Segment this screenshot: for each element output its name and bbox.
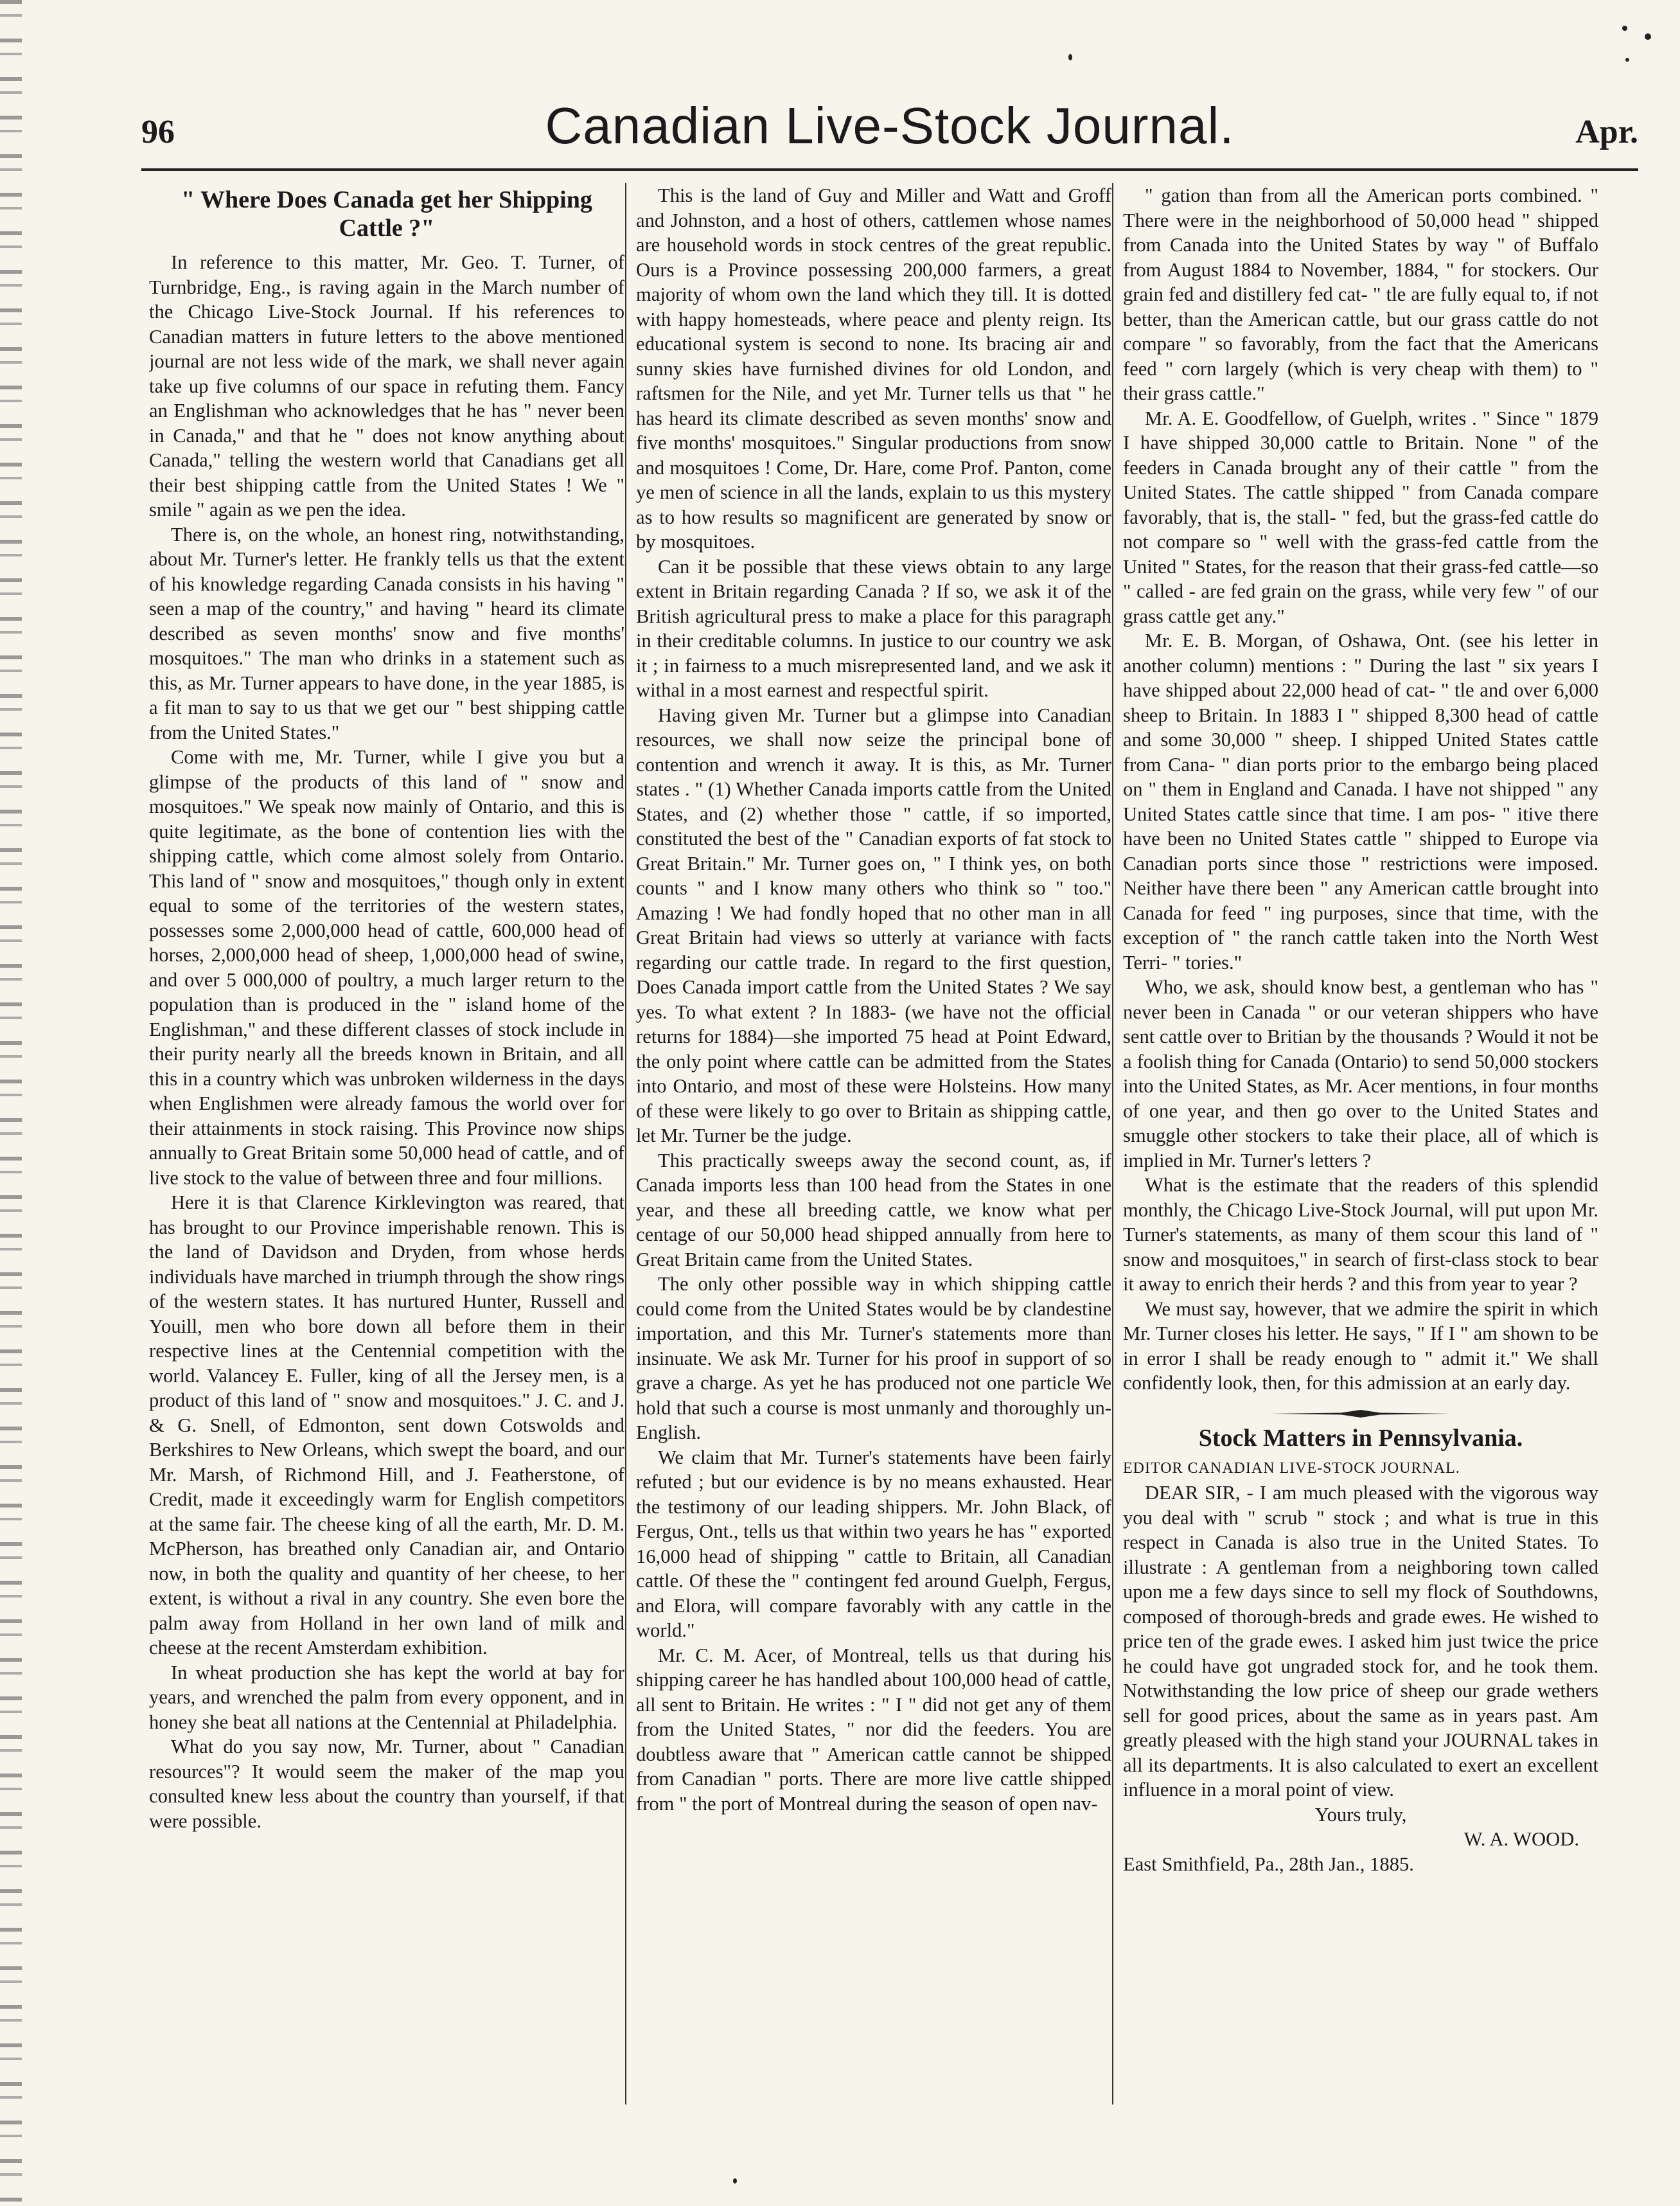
closing: Yours truly, <box>1314 1803 1407 1826</box>
paragraph: Mr. A. E. Goodfellow, of Guelph, writes . " Since " 1879 I have shipped 30,000 cattle to Britain. None " of the feeders in Canada brought any of their cattle " from the United States. The cattle shipped " from Canada compare favorably, that is, the stall- " fed, but the grass-fed cattle do not compare so " well with the grass-fed cattle from the United " States, for the reason that their grass-fed cattle—so " called - are fed grain on the grass, while very few " of our grass cattle get any." <box>1123 407 1598 627</box>
paragraph: In wheat production she has kept the world at bay for years, and wrenched the palm from every opponent, and in honey she beat all nations at the Centennial at Philadelphia. <box>149 1661 624 1733</box>
paragraph: Who, we ask, should know best, a gentleman who has " never been in Canada " or our veteran shippers who have sent cattle over to Britian by the thousands ? Would it not be a foolish thing for Canada (Ontario) to send 50,000 stockers into the United States, as Mr. Acer mentions, in four months of one year, and then go over to the United States and smuggle other stockers to take their place, all of which is implied in Mr. Turner's letters ? <box>1123 976 1598 1171</box>
paragraph: The only other possible way in which shipping cattle could come from the United States would be by clandestine importation, and this Mr. Turner's statements more than insinuate. We ask Mr. Turner for his proof in support of so grave a charge. As yet he has produced not one particle We hold that such a course is most unmanly and thoroughly un-English. <box>636 1273 1111 1443</box>
paragraph: " gation than from all the American ports combined. " There were in the neighborhood of 50,000 head " shipped from Canada into the United States by way " of Buffalo from August 1884 to November, 1884, " for stockers. Our grain fed and distillery fed cat- " tle are fully equal to, if not better, than the American cattle, but our grass cattle do not compare " so favorably, from the fact that the Americans feed " corn largely (which is very cheap with them) to " their grass cattle." <box>1123 184 1598 404</box>
page-header <box>141 96 1638 161</box>
paragraph: In reference to this matter, Mr. Geo. T. Turner, of Turnbridge, Eng., is raving again in the March number of the Chicago Live-Stock Journal. If his references to Canadian matters in future letters to the above mentioned journal are not less wide of the mark, we shall never again take up five columns of our space in refuting them. Fancy an Englishman who acknowledges that he has " never been in Canada," and that he " does not know anything about Canada," telling the western world that Canadians get all their best shipping cattle from the United States ! We " smile " again as we pen the idea. <box>149 251 624 520</box>
paragraph: Mr. C. M. Acer, of Montreal, tells us that during his shipping career he has handled about 100,000 head of cattle, all sent to Britain. He writes : " I " did not get any of them from the United States, " nor did the feeders. You are doubtless aware that " American cattle cannot be shipped from Canadian " ports. There are more live cattle shipped from " the port of Montreal during the season of open nav- <box>636 1644 1111 1815</box>
paragraph: What do you say now, Mr. Turner, about " Canadian resources"? It would seem the maker of the map you consulted knew less about the country than yourself, if that were possible. <box>149 1736 624 1832</box>
paragraph: DEAR SIR, - I am much pleased with the vigorous way you deal with " scrub " stock ; and what is true in this respect in Canada is also true in the United States. To illustrate : A gentleman from a neighboring town called upon me a few days since to sell my flock of Southdowns, composed of thorough-breds and grade ewes. He wished to price ten of the grade ewes. I asked him just twice the price he could have got ungraded stock for, and he took them. Notwithstanding the low price of sheep our grade wethers sell for good prices, about the same as in years past. Am greatly pleased with the high stand your JOURNAL takes in all its departments. It is also calculated to exert an excellent influence in a moral point of view. <box>1123 1482 1598 1801</box>
article-title: Stock Matters in Pennsylvania. <box>1198 1424 1523 1452</box>
page-number: 96 <box>141 114 175 150</box>
article-title: " Where Does Canada get her Shipping Cattle ?" <box>181 186 592 242</box>
column-divider <box>1112 183 1113 2104</box>
column-divider <box>625 183 626 2104</box>
paragraph: Mr. E. B. Morgan, of Oshawa, Ont. (see his letter in another column) mentions : " During the last " six years I have shipped about 22,000 head of cat- " tle and over 6,000 sheep to Britain. In 1883 I " shipped 8,300 head of cattle and some 30,000 " sheep. I shipped United States cattle from Cana- " dian ports prior to the embargo being placed on " them in England and Canada. I have not shipped " any United States cattle since that time. I am pos- " itive there have been no United States cattle " shipped to Europe via Canadian ports since those " restrictions were imposed. Neither have there been " any American cattle brought into Canada for feed " ing purposes, since that time, with the exception of " the ranch cattle taken into the North West Terri- " tories." <box>1123 630 1598 974</box>
issue-month: Apr. <box>1575 114 1638 150</box>
paragraph: We must say, however, that we admire the spirit in which Mr. Turner closes his letter. He says, " If I " am shown to be in error I shall be ready enough to " admit it." We shall confidently look, then, for this admission at an early day. <box>1123 1297 1598 1394</box>
paragraph: Can it be possible that these views obtain to any large extent in Britain regarding Canada ? If so, we ask it of the British agricultural press to make a place for this paragraph in their creditable columns. In justice to our country we ask it ; in fairness to a much misrepresented land, and we ask it withal in a most earnest and respectful spirit. <box>636 555 1111 701</box>
signature: W. A. WOOD. <box>1463 1828 1579 1850</box>
section-ornament <box>1271 1410 1451 1418</box>
scan-edge <box>0 0 22 2206</box>
place-date: East Smithfield, Pa., 28th Jan., 1885. <box>1123 1853 1414 1875</box>
scan-speck <box>1068 54 1072 60</box>
paragraph: Having given Mr. Turner but a glimpse into Canadian resources, we shall now seize the principal bone of contention and wrench it away. It is this, as Mr. Turner states . " (1) Whether Canada imports cattle from the United States, and (2) whether those " cattle, if so imported, constituted the best of the " Canadian exports of fat stock to Great Britain." Mr. Turner goes on, " I think yes, on both counts " and I know many others who think so " too." Amazing ! We had fondly hoped that no other man in all Great Britain had views so utterly at variance with facts regarding our cattle trade. In regard to the first question, Does Canada import cattle from the United States ? We say yes. To what extent ? In 1883- (we have not the official returns for 1884)—she imported 75 head at Point Edward, the only point where cattle can be admitted from the States into Ontario, and most of these were Holsteins. How many of these were likely to go over to Britain as shipping cattle, let Mr. Turner be the judge. <box>636 704 1111 1146</box>
paragraph: This practically sweeps away the second count, as, if Canada imports less than 100 head from the States in one year, and these all breeding cattle, we know what per centage of our 50,000 head shipped annually from here to Great Britain came from the United States. <box>636 1149 1111 1270</box>
column-2 <box>636 183 1111 2111</box>
paragraph: There is, on the whole, an honest ring, notwithstanding, about Mr. Turner's letter. He frankly tells us that the extent of his knowledge regarding Canada consists in his having " seen a map of the country," and having " heard its climate described as seven months' snow and five months' mosquitoes." The man who drinks in a statement such as this, as Mr. Turner appears to have done, in the year 1885, is a fit man to say to us that we get our " best shipping cattle from the United States." <box>149 523 624 743</box>
paragraph: What is the estimate that the readers of this splendid monthly, the Chicago Live-Stock Journal, will put upon Mr. Turner's statements, as many of them scour this land of " snow and mosquitoes," in search of first-class stock to bear it away to enrich their herds ? and this from year to year ? <box>1123 1174 1598 1295</box>
paragraph: This is the land of Guy and Miller and Watt and Groff and Johnston, and a host of others, cattlemen whose names are household words in stock centres of the great republic. Ours is a Province possessing 200,000 farmers, a great majority of whom own the land which they till. It is dotted with happy homesteads, where peace and plenty reign. Its educational system is second to none. Its bracing air and sunny skies have furnished divines for old London, and raftsmen for the Nile, and yet Mr. Turner tells us that " he has heard its climate described as seven months' snow and five months' mosquitoes." Singular productions from snow and mosquitoes ! Come, Dr. Hare, come Prof. Panton, come ye men of science in all the lands, explain to us this mystery as to how results so magnificent are generated by snow or by mosquitoes. <box>636 184 1111 553</box>
scan-speck <box>1645 33 1651 40</box>
column-3 <box>1123 183 1598 2111</box>
scan-speck <box>733 2178 737 2184</box>
journal-title: Canadian Live-Stock Journal. <box>545 97 1235 154</box>
scan-speck <box>1622 26 1627 31</box>
column-1 <box>149 183 624 2111</box>
paragraph: Come with me, Mr. Turner, while I give you but a glimpse of the products of this land of " snow and mosquitoes." We speak now mainly of Ontario, and this is quite legitimate, as the bone of contention lies with the shipping cattle, which come almost solely from Ontario. This land of " snow and mosquitoes," though only in extent equal to some of the territories of the western states, possesses some 2,000,000 head of cattle, 600,000 head of horses, 2,000,000 head of sheep, 1,000,000 head of swine, and over 5 000,000 of poultry, a much larger return to the population than is produced in the " island home of the Englishman," and these different classes of stock include in their purity nearly all the breeds known in Britain, and all this in a country which was unbroken wilderness in the days when Englishmen were already famous the world over for their attainments in stock raising. This Province now ships annually to Great Britain some 50,000 head of cattle, and of live stock to the value of between three and four millions. <box>149 746 624 1189</box>
dateline: EDITOR CANADIAN LIVE-STOCK JOURNAL. <box>1123 1459 1460 1477</box>
scan-speck <box>1625 58 1629 62</box>
header-rule <box>141 168 1638 171</box>
paragraph: We claim that Mr. Turner's statements have been fairly refuted ; but our evidence is by no means exhausted. Hear the testimony of our leading shippers. Mr. John Black, of Fergus, Ont., tells us that within two years he has " exported 16,000 head of shipping " cattle to Britain, all Canadian cattle. Of these the " contingent fed around Guelph, Fergus, and Elora, will compare favorably with any cattle in the world." <box>636 1446 1111 1641</box>
paragraph: Here it is that Clarence Kirklevington was reared, that has brought to our Province imperishable renown. This is the land of Davidson and Dryden, from whose herds individuals have marched in triumph through the show rings of the western states. It has nurtured Hunter, Russell and Youill, men who bore down all before them in their respective lines at the Centennial competition with the world. Valancey E. Fuller, king of all the Jersey men, is a product of this land of " snow and mosquitoes." J. C. and J. & G. Snell, of Edmonton, sent down Cotswolds and Berkshires to New Orleans, which swept the board, and our Mr. Marsh, of Richmond Hill, and J. Featherstone, of Credit, made it exceedingly warm for English competitors at the same fair. The cheese king of all the earth, Mr. D. M. McPherson, has breathed only Canadian air, and Ontario now, in both the quality and quantity of her cheese, to her extent, is without a rival in any country. She even bore the palm away from Holland in her own land of milk and cheese at the recent Amsterdam exhibition. <box>149 1191 624 1659</box>
